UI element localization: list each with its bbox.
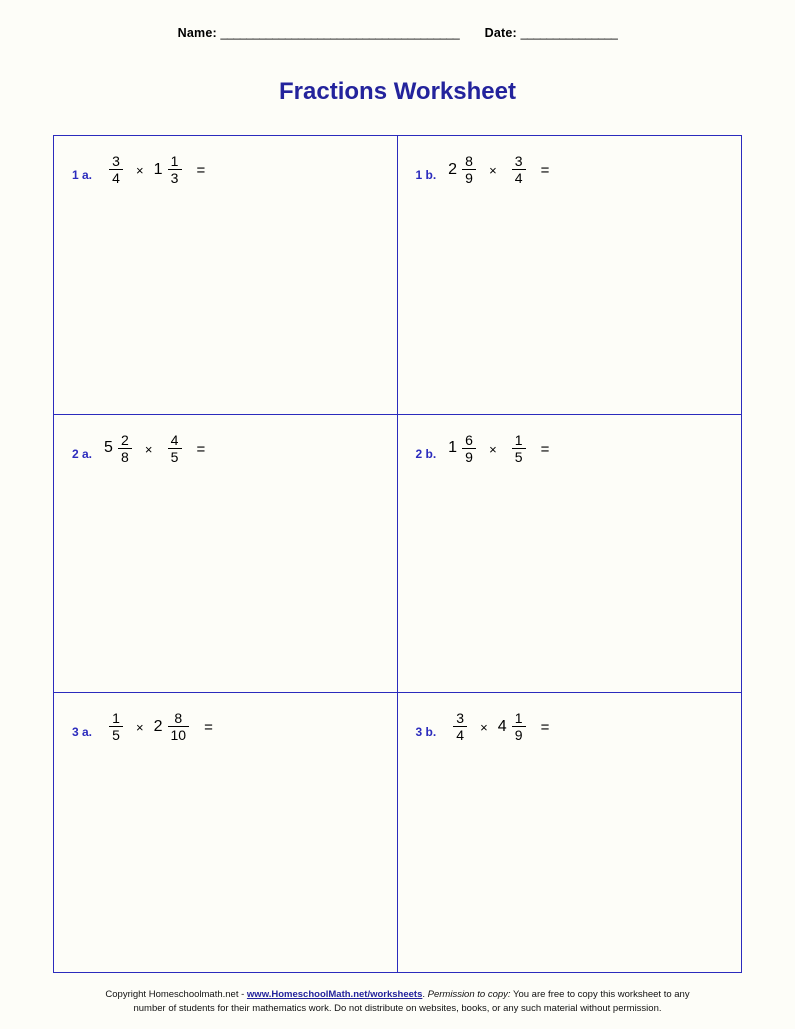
numerator-right-2a: 4 <box>170 431 179 448</box>
fraction-left-2b <box>459 433 479 464</box>
whole-left-2a: 5 <box>104 439 113 457</box>
operator-2b: × <box>489 441 497 457</box>
footer <box>0 988 795 1017</box>
term-right-2b <box>507 433 529 464</box>
whole-left-1b: 2 <box>448 160 458 178</box>
expression-1a <box>104 154 205 185</box>
operator-3a: × <box>136 720 144 736</box>
numerator-left-1a: 3 <box>112 153 120 169</box>
operator-1a: × <box>136 163 144 178</box>
problem-3a <box>72 711 397 755</box>
fraction-left-3a <box>106 711 126 742</box>
copyright-text: Copyright Homeschoolmath.net - <box>105 989 247 1000</box>
name-blank-line[interactable]: _____________________________________ <box>220 26 460 40</box>
equals-sign-2a: = <box>196 440 206 458</box>
numerator-left-1b: 8 <box>465 153 473 169</box>
fraction-right-1b <box>509 154 529 185</box>
whole-right-3a: 2 <box>153 717 163 735</box>
footer-line-2: number of students for their mathematics work. Do not distribute on websites, books, or any such material without permission. <box>133 1003 662 1015</box>
problem-number-1a: 1 a. <box>72 168 93 182</box>
problem-number-1b: 1 b. <box>415 168 437 182</box>
date-blank-line[interactable]: _______________ <box>520 26 618 40</box>
denominator-left-1b: 9 <box>465 170 473 186</box>
fraction-right-1a <box>165 154 185 185</box>
denominator-left-1a: 4 <box>112 170 120 186</box>
numerator-left-3b: 3 <box>456 710 465 727</box>
problem-cell-3b[interactable] <box>398 693 742 972</box>
expression-2a <box>104 433 205 464</box>
operator-3b: × <box>480 720 488 736</box>
expression-1b <box>448 154 549 185</box>
term-left-3a <box>104 711 126 742</box>
denominator-left-2b: 9 <box>465 448 473 465</box>
fraction-right-3a <box>165 711 193 742</box>
equals-sign-3a: = <box>204 719 213 737</box>
fraction-left-3b <box>450 711 470 742</box>
equals-sign-1a: = <box>196 162 206 179</box>
fraction-left-2a <box>115 433 135 464</box>
whole-right-3b: 4 <box>497 717 507 735</box>
denominator-right-1a: 3 <box>170 170 179 186</box>
fraction-right-3b <box>509 711 529 742</box>
fraction-left-1a <box>106 154 126 185</box>
whole-left-2b: 1 <box>448 439 458 457</box>
denominator-right-2a: 5 <box>170 448 179 465</box>
problem-cell-2a[interactable] <box>54 415 398 694</box>
problem-1b <box>416 154 742 198</box>
operator-1b: × <box>489 163 497 178</box>
numerator-left-3a: 1 <box>112 710 120 727</box>
fraction-right-2a <box>165 433 185 464</box>
numerator-right-3a: 8 <box>174 710 183 727</box>
denominator-left-2a: 8 <box>121 448 129 465</box>
problem-2a <box>72 433 397 477</box>
permission-text: You are free to copy this worksheet to any <box>510 989 690 1000</box>
term-right-1b <box>507 154 529 185</box>
numerator-right-2b: 1 <box>514 431 523 448</box>
numerator-left-2a: 2 <box>121 431 129 448</box>
equals-sign-2b: = <box>540 440 550 458</box>
problem-1a <box>72 154 397 198</box>
name-label: Name: <box>177 26 217 40</box>
whole-right-1a: 1 <box>153 160 163 178</box>
footer-separator: . <box>422 989 428 1000</box>
term-left-1a <box>104 154 126 185</box>
fraction-right-2b <box>509 433 529 464</box>
term-right-3a <box>154 711 192 742</box>
homeschoolmath-link[interactable]: www.HomeschoolMath.net/worksheets <box>246 989 423 1000</box>
term-right-3b <box>498 711 529 742</box>
fraction-left-1b <box>459 154 479 185</box>
denominator-right-1b: 4 <box>514 170 523 186</box>
numerator-right-1b: 3 <box>514 153 523 169</box>
term-right-1a <box>154 154 185 185</box>
denominator-right-3b: 9 <box>514 727 523 744</box>
equals-sign-1b: = <box>540 162 550 179</box>
term-left-3b <box>448 711 470 742</box>
problem-3b <box>416 711 742 755</box>
problem-number-2b: 2 b. <box>415 446 437 461</box>
term-right-2a <box>163 433 185 464</box>
numerator-right-1a: 1 <box>170 153 179 169</box>
problems-grid <box>53 135 742 973</box>
denominator-right-3a: 10 <box>170 727 187 744</box>
page-title: Fractions Worksheet <box>279 78 516 105</box>
term-left-1b <box>448 154 479 185</box>
operator-2a: × <box>144 441 153 457</box>
problem-number-3a: 3 a. <box>72 725 93 740</box>
expression-3b <box>448 711 549 742</box>
denominator-left-3a: 5 <box>112 727 120 744</box>
student-info-line <box>0 26 795 40</box>
term-left-2b <box>448 433 479 464</box>
numerator-right-3b: 1 <box>514 710 523 727</box>
expression-3a <box>104 711 213 742</box>
expression-2b <box>448 433 549 464</box>
problem-cell-1b[interactable] <box>398 136 742 415</box>
date-label: Date: <box>484 26 517 40</box>
problem-2b <box>416 433 742 477</box>
denominator-right-2b: 5 <box>514 448 523 465</box>
numerator-left-2b: 6 <box>465 431 473 448</box>
footer-line-1 <box>0 988 795 1002</box>
problem-cell-3a[interactable] <box>54 693 398 972</box>
term-left-2a <box>104 433 135 464</box>
problem-cell-1a[interactable] <box>54 136 398 415</box>
equals-sign-3b: = <box>540 719 550 737</box>
denominator-left-3b: 4 <box>456 727 465 744</box>
problem-number-2a: 2 a. <box>72 446 93 461</box>
permission-label: Permission to copy: <box>427 989 511 1000</box>
problem-cell-2b[interactable] <box>398 415 742 694</box>
problem-number-3b: 3 b. <box>415 725 437 740</box>
